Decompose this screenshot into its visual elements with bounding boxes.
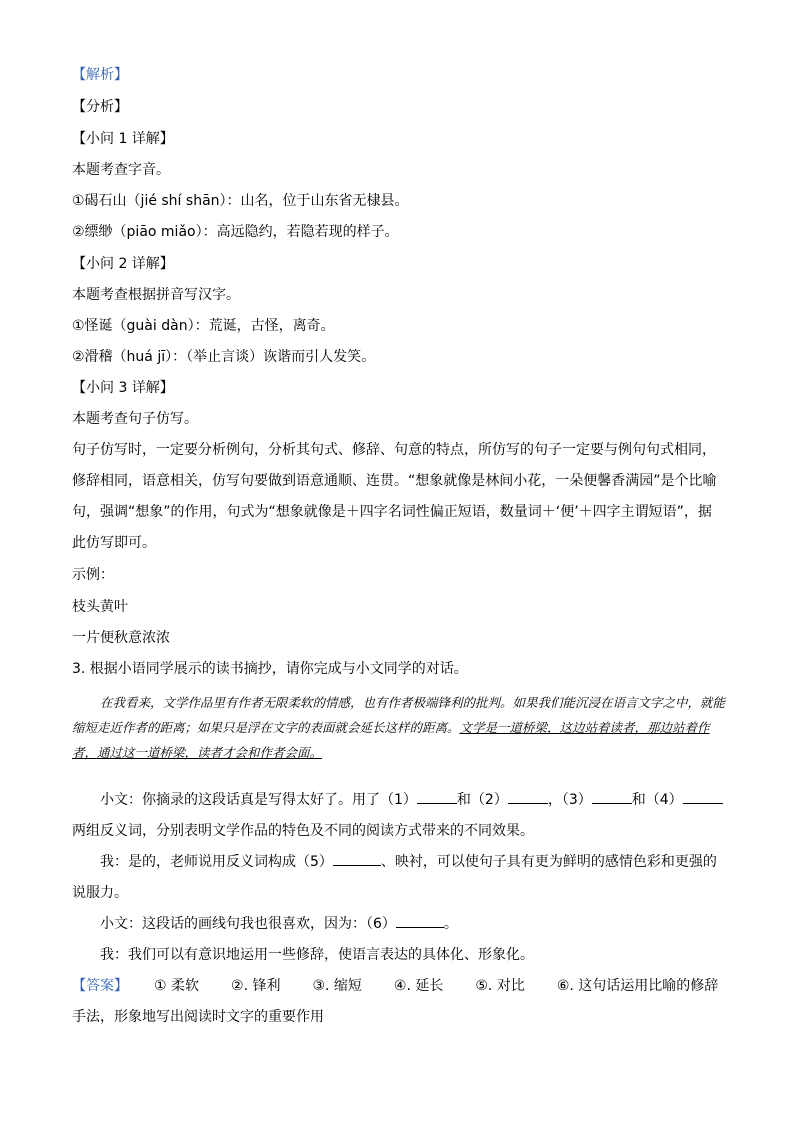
subquestion-2-item-2: ②滑稽（huá jī）：（举止言谈）诙谐而引人发笑。 bbox=[72, 349, 376, 365]
analysis-heading: 【解析】 bbox=[72, 67, 128, 83]
example-line-2: 一片便秋意浓浓 bbox=[72, 630, 170, 646]
dialog-line-1 bbox=[72, 785, 724, 847]
dialog-2-part-b: 、映衬，可以使句子具有更为鲜明的感情色彩和更强的说服力。 bbox=[72, 854, 717, 901]
example-label: 示例： bbox=[72, 567, 114, 583]
dialog-3-part-a: 小文：这段话的画线句我也很喜欢，因为：（6） bbox=[100, 916, 396, 932]
answer-4: ④. 延长 bbox=[393, 978, 444, 994]
subquestion-1-intro: 本题考查字音。 bbox=[72, 162, 170, 178]
dialog-line-2 bbox=[72, 847, 724, 909]
subquestion-1-item-2: ②缥缈（piāo miǎo）：高远隐约，若隐若现的样子。 bbox=[72, 224, 399, 240]
dialog-1-part-a: 小文：你摘录的这段话真是写得太好了。用了（1） bbox=[100, 792, 417, 808]
subquestion-3-intro: 本题考查句子仿写。 bbox=[72, 411, 198, 427]
dialog-line-3 bbox=[72, 909, 724, 940]
subquestion-1-title: 【小问 1 详解】 bbox=[72, 131, 174, 147]
dialog-3-part-b: 。 bbox=[443, 916, 458, 932]
dialog-line-4: 我：我们可以有意识地运用一些修辞，使语言表达的具体化、形象化。 bbox=[100, 947, 534, 963]
blank-5 bbox=[333, 853, 381, 866]
answer-5: ⑤. 对比 bbox=[475, 978, 525, 994]
dialog-1-part-e: 两组反义词，分别表明文学作品的特色及不同的阅读方式带来的不同效果。 bbox=[72, 823, 534, 839]
subquestion-3-title: 【小问 3 详解】 bbox=[72, 380, 174, 396]
subquestion-2-item-1: ①怪诞（guài dàn）：荒诞，古怪，离奇。 bbox=[72, 318, 335, 334]
answer-3: ③. 缩短 bbox=[312, 978, 362, 994]
dialog-1-part-c: ，（3） bbox=[547, 792, 592, 808]
answer-label: 【答案】 bbox=[72, 978, 128, 994]
subquestion-1-item-1: ①碣石山（jié shí shān）：山名，位于山东省无棣县。 bbox=[72, 193, 409, 209]
dialog-2-part-a: 我：是的，老师说用反义词构成（5） bbox=[100, 854, 333, 870]
reading-excerpt bbox=[72, 690, 726, 765]
example-line-1: 枝头黄叶 bbox=[72, 599, 128, 615]
dialog-1-part-b: 和（2） bbox=[456, 792, 508, 808]
subquestion-2-intro: 本题考查根据拼音写汉字。 bbox=[72, 287, 240, 303]
answer-6: ⑥. 这句话运用比喻的修辞手法，形象地写出阅读时文字的重要作用 bbox=[72, 978, 719, 1025]
subquestion-2-title: 【小问 2 详解】 bbox=[72, 256, 174, 272]
blank-2 bbox=[508, 791, 548, 804]
answer-1: ① 柔软 bbox=[154, 978, 200, 994]
dialog-1-part-d: 和（4） bbox=[631, 792, 683, 808]
excerpt-plain-text: 在我看来，文学作品里有作者无限柔软的情感，也有作者极端锋利的批判。如果我们能沉浸在语言文字之中，就能缩短走近作者的距离；如果只是浮在文字的表面就会延长这样的距离。 bbox=[72, 695, 726, 735]
blank-4 bbox=[683, 791, 723, 804]
blank-6 bbox=[396, 915, 444, 928]
question-3-stem: 3. 根据小语同学展示的读书摘抄，请你完成与小文同学的对话。 bbox=[72, 661, 468, 677]
answer-block bbox=[72, 971, 724, 1033]
analysis-subheading: 【分析】 bbox=[72, 99, 128, 115]
subquestion-3-explanation: 句子仿写时，一定要分析例句，分析其句式、修辞、句意的特点，所仿写的句子一定要与例句句式相同，修辞相同，语意相关，仿写句要做到语意通顺、连贯。“想象就像是林间小花，一朵便馨香满园”是个比喻句，强调“想象”的作用，句式为“想象就像是＋四字名词性偏正短语，数量词＋‘便’＋四字主谓短语”，据此仿写即可。 bbox=[72, 442, 717, 551]
answer-2: ②. 锋利 bbox=[231, 978, 281, 994]
blank-3 bbox=[592, 791, 632, 804]
excerpt-underlined-sentence: 文学是一道桥梁，这边站着读者，那边站着作者，通过这一道桥梁，读者才会和作者会面。 bbox=[72, 720, 710, 760]
blank-1 bbox=[417, 791, 457, 804]
